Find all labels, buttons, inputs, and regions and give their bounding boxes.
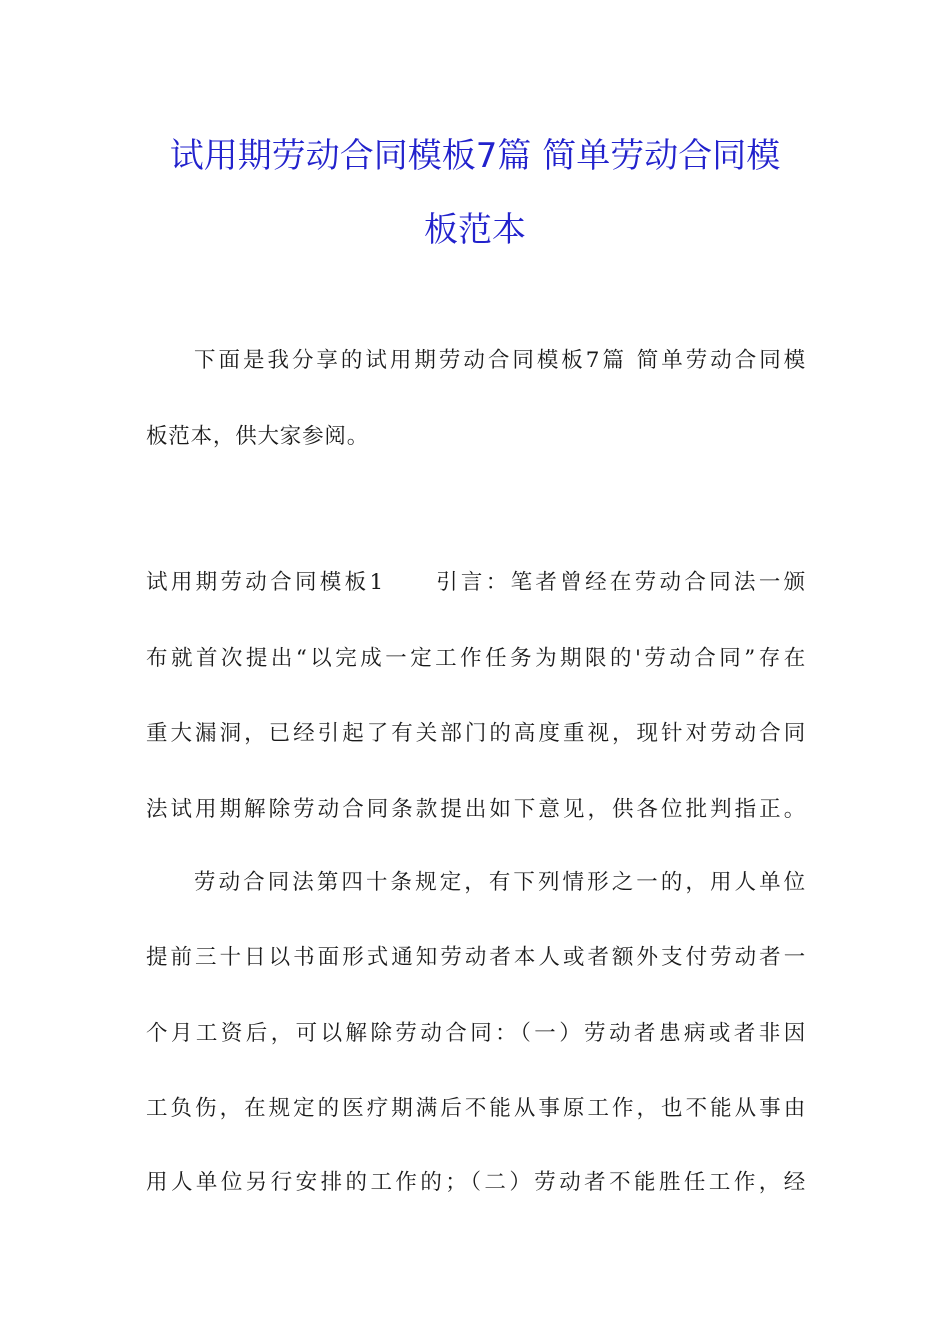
section1-line-2: 布就首次提出“以完成一定工作任务为期限的'劳动合同”存在 bbox=[146, 646, 806, 671]
intro-line-1: 下面是我分享的试用期劳动合同模板7篇 简单劳动合同模 bbox=[194, 348, 806, 373]
section2-line-4: 工负伤，在规定的医疗期满后不能从事原工作，也不能从事由 bbox=[146, 1096, 806, 1121]
section2-line-2: 提前三十日以书面形式通知劳动者本人或者额外支付劳动者一 bbox=[146, 945, 806, 970]
section1-line-3: 重大漏洞，已经引起了有关部门的高度重视，现针对劳动合同 bbox=[146, 721, 806, 746]
section2-line-3: 个月工资后，可以解除劳动合同：（一）劳动者患病或者非因 bbox=[146, 1021, 806, 1046]
section1-line-4: 法试用期解除劳动合同条款提出如下意见，供各位批判指正。 bbox=[146, 797, 806, 822]
document-title-line-2: 板范本 bbox=[424, 210, 526, 250]
section2-line-1: 劳动合同法第四十条规定，有下列情形之一的，用人单位 bbox=[194, 870, 806, 895]
section1-line-1: 试用期劳动合同模板1 引言：笔者曾经在劳动合同法一颁 bbox=[146, 570, 806, 595]
section2-line-5: 用人单位另行安排的工作的；（二）劳动者不能胜任工作，经 bbox=[146, 1170, 806, 1195]
intro-line-2: 板范本，供大家参阅。 bbox=[146, 424, 370, 449]
document-title-line-1: 试用期劳动合同模板7篇 简单劳动合同模 bbox=[169, 136, 781, 176]
